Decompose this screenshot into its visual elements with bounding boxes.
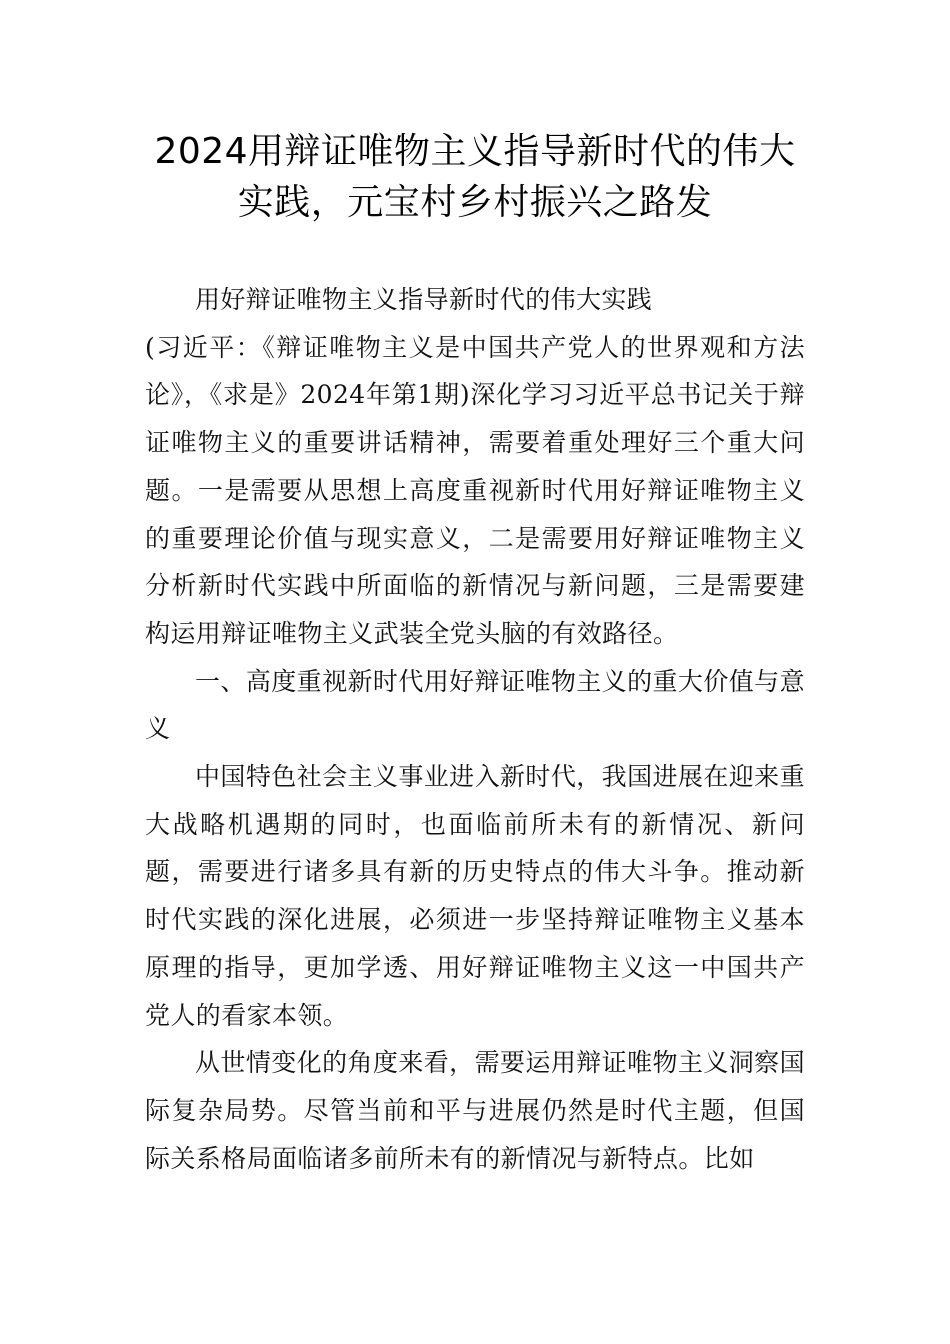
document-body: [145, 276, 805, 1182]
paragraph-body: 中国特色社会主义事业进入新时代，我国进展在迎来重大战略机遇期的同时，也面临前所未有的新情况、新问题，需要进行诸多具有新的历史特点的伟大斗争。推动新时代实践的深化进展，必须进一步坚持辩证唯物主义基本原理的指导，更加学透、用好辩证唯物主义这一中国共产党人的看家本领。: [145, 762, 805, 1030]
paragraph-intro: (习近平：《辩证唯物主义是中国共产党人的世界观和方法论》，《求是》2024年第1期)深化学习习近平总书记关于辩证唯物主义的重要讲话精神，需要着重处理好三个重大问题。一是需要从思想上高度重视新时代用好辩证唯物主义的重要理论价值与现实意义，二是需要用好辩证唯物主义分析新时代实践中所面临的新情况与新问题，三是需要建构运用辩证唯物主义武装全党头脑的有效路径。: [145, 332, 805, 648]
section-heading-1: 一、高度重视新时代用好辩证唯物主义的重大价值与意义: [145, 666, 805, 744]
paragraph-subtitle: 用好辩证唯物主义指导新时代的伟大实践: [195, 285, 653, 314]
title-line-2: 实践，元宝村乡村振兴之路发: [237, 182, 713, 223]
title-line-1: 2024用辩证唯物主义指导新时代的伟大: [154, 131, 796, 172]
paragraph-body: 从世情变化的角度来看，需要运用辩证唯物主义洞察国际复杂局势。尽管当前和平与进展仍然是时代主题，但国际关系格局面临诸多前所未有的新情况与新特点。比如: [145, 1048, 805, 1173]
document-title: [120, 126, 830, 228]
